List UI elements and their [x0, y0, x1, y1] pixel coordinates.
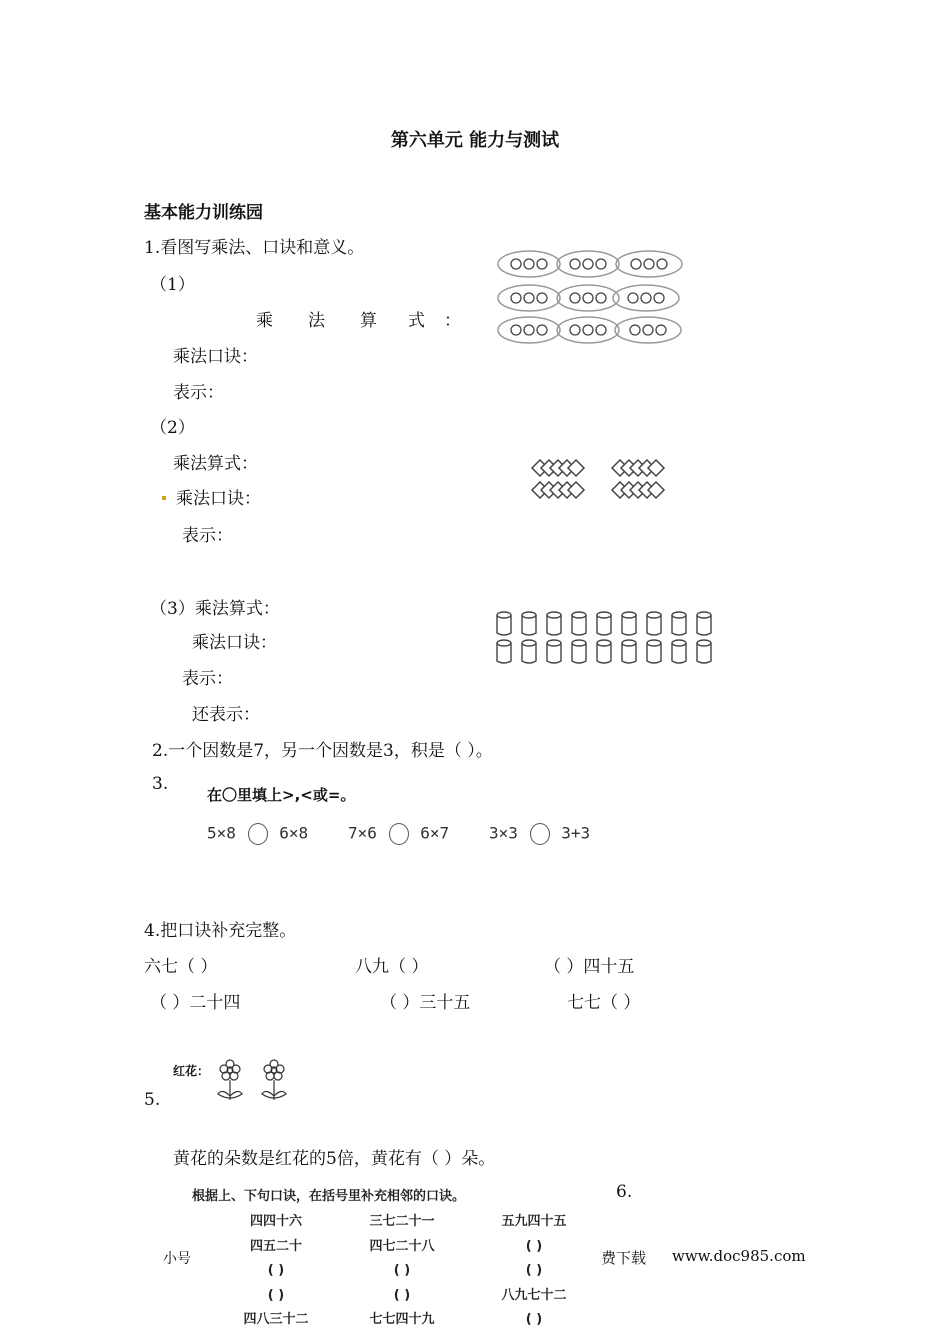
- section-heading: 基本能力训练园: [144, 203, 263, 223]
- formula-char: 乘: [256, 311, 273, 331]
- q6-col1-row3: ( ): [267, 1263, 285, 1278]
- q1-part1-meaning: 表示：: [173, 383, 224, 403]
- q1-part2-label: （2）: [150, 418, 195, 438]
- q4-row2-item3: 七七（ ）: [567, 993, 641, 1013]
- q3-item-2-right: 6×7: [420, 823, 450, 843]
- compare-circle[interactable]: [389, 823, 409, 845]
- q6-column-2: [362, 1210, 442, 1333]
- formula-char: 式: [408, 311, 425, 331]
- q6-col2-row3: ( ): [393, 1263, 411, 1278]
- footer-left: 小号: [163, 1251, 191, 1267]
- q6-instruction: 根据上、下句口诀，在括号里补充相邻的口诀。: [192, 1189, 466, 1204]
- q4-prompt: 4.把口诀补充完整。: [144, 921, 297, 941]
- q3-item-3-left: 3×3: [489, 823, 518, 843]
- q2-text: 2.一个因数是7，另一个因数是3，积是（ ）。: [152, 741, 493, 761]
- q6-col2-row4: ( ): [393, 1287, 411, 1303]
- q4-row2-item1: （ ）二十四: [150, 993, 241, 1013]
- q4-row1-item2: 八九（ ）: [355, 957, 429, 977]
- q3-item-1-left: 5×8: [207, 823, 236, 843]
- page-title: 第六单元 能力与测试: [390, 130, 560, 151]
- q1-prompt: 1.看图写乘法、口诀和意义。: [144, 238, 365, 258]
- formula-char: 算: [360, 311, 377, 331]
- diamonds-figure: [528, 455, 670, 505]
- q1-part1-label: （1）: [150, 275, 195, 295]
- q6-col1-row2: 四五二十: [249, 1238, 302, 1254]
- formula-char: 法: [308, 311, 325, 331]
- q6-col2-row5: 七七四十九: [369, 1312, 435, 1327]
- q1-part2-formula: 乘法算式：: [173, 454, 258, 474]
- q3-instruction: 在〇里填上>,<或=。: [207, 786, 356, 804]
- q1-part2-rhyme: 乘法口诀：: [176, 489, 261, 509]
- q6-col3-row1: 五九四十五: [501, 1214, 567, 1229]
- q1-part1-formula: [256, 306, 461, 331]
- red-flowers-figure: [212, 1056, 302, 1102]
- q3-item-3: [489, 823, 590, 845]
- q6-col1-row5: 四八三十二: [243, 1312, 309, 1327]
- q6-col3-row4: 八九七十二: [501, 1287, 567, 1303]
- q1-part3-also: 还表示：: [192, 705, 260, 725]
- q3-item-3-right: 3+3: [561, 823, 591, 843]
- compare-circle[interactable]: [530, 823, 550, 845]
- q3-item-1-right: 6×8: [279, 823, 309, 843]
- q4-row1-item3: （ ）四十五: [544, 957, 635, 977]
- formula-char: ：: [444, 311, 461, 331]
- q6-col3-row3: ( ): [525, 1263, 543, 1278]
- footer-mid: 费下载: [601, 1249, 647, 1267]
- q6-col2-row1: 三七二十一: [369, 1214, 435, 1229]
- q6-col2-row2: 四七二十八: [369, 1238, 435, 1254]
- q4-row2-item2: （ ）三十五: [380, 993, 471, 1013]
- q5-label: 5.: [144, 1090, 161, 1110]
- q5-question: 黄花的朵数是红花的5倍，黄花有（ ）朵。: [173, 1149, 496, 1169]
- q3-label: 3.: [152, 774, 169, 794]
- q6-column-1: [236, 1210, 316, 1333]
- q3-item-2: [348, 823, 449, 845]
- q3-item-2-left: 7×6: [348, 823, 377, 843]
- q6-col3-row5: ( ): [525, 1312, 543, 1327]
- q1-part3-meaning: 表示：: [182, 669, 233, 689]
- q1-part2-meaning: 表示：: [182, 526, 233, 546]
- q6-col1-row4: ( ): [267, 1287, 285, 1303]
- q1-part3-formula: （3）乘法算式：: [150, 599, 280, 619]
- q4-row1-item1: 六七（ ）: [144, 957, 218, 977]
- stray-dot: [162, 496, 166, 500]
- q1-part1-rhyme: 乘法口诀：: [173, 347, 258, 367]
- q6-col3-row2: ( ): [525, 1238, 543, 1254]
- q6-label: 6.: [616, 1182, 633, 1202]
- ovals-circles-figure: [496, 248, 688, 344]
- q1-part3-rhyme: 乘法口诀：: [192, 633, 277, 653]
- compare-circle[interactable]: [248, 823, 268, 845]
- footer-url: www.doc985.com: [672, 1247, 806, 1265]
- q5-red-label: 红花：: [173, 1064, 210, 1078]
- q6-col1-row1: 四四十六: [249, 1214, 302, 1229]
- q6-column-3: [492, 1210, 576, 1333]
- q3-item-1: [207, 823, 308, 845]
- cylinders-figure: [492, 610, 718, 668]
